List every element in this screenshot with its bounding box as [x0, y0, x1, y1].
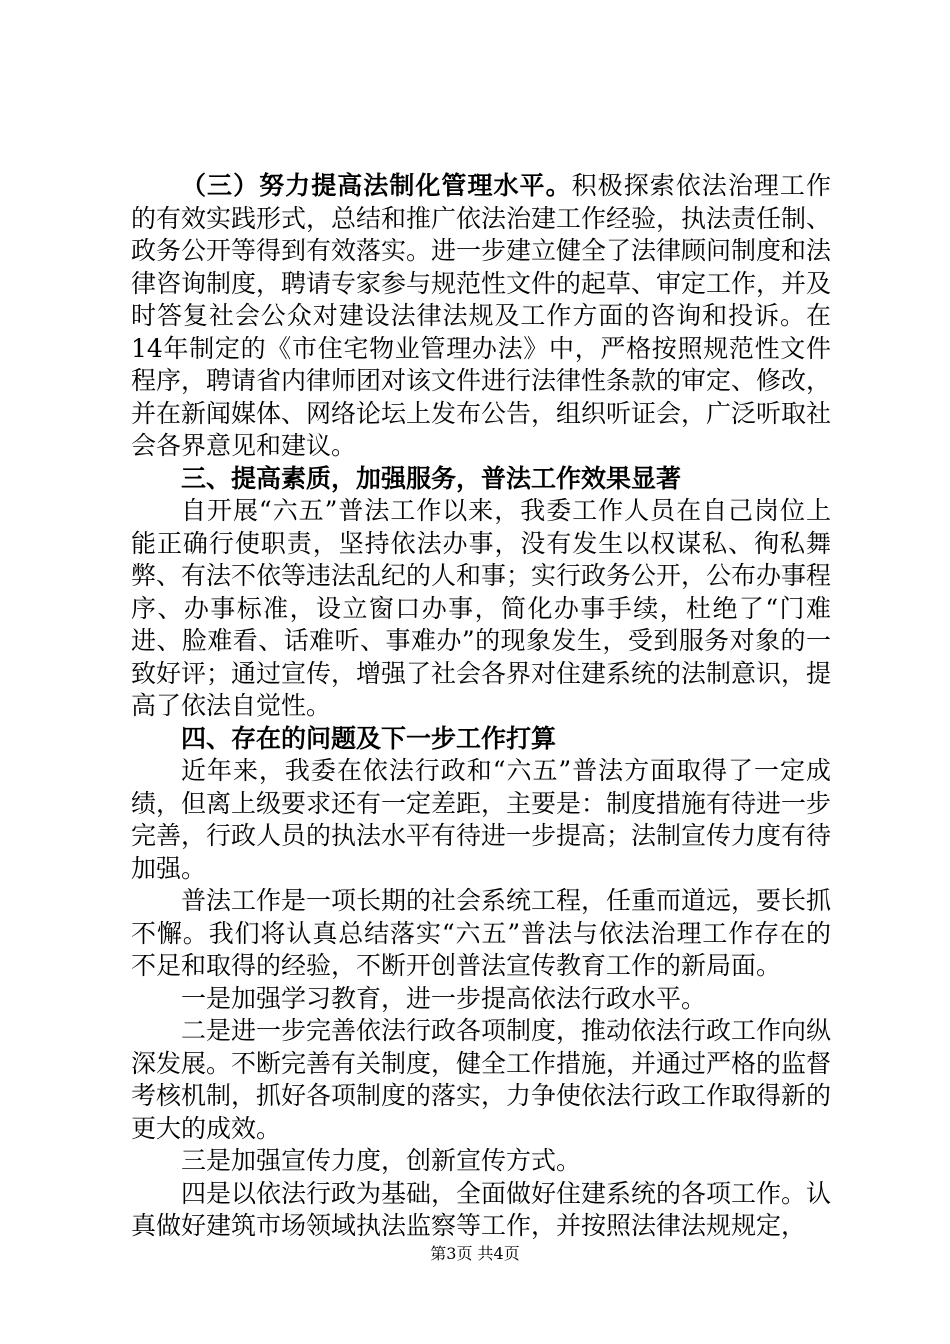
section3-lead: （三）努力提高法制化管理水平。 [181, 171, 572, 200]
list-item-3: 三是加强宣传力度，创新宣传方式。 [181, 1146, 582, 1175]
page-number-label: 第3页 共4页 [430, 1244, 520, 1263]
section3-paragraph [131, 170, 831, 463]
list-item-4: 四是以依法行政为基础，全面做好住建系统的各项工作。认真做好建筑市场领域执法监察等工作，并按照法律法规规定， [131, 1178, 832, 1240]
list-item-2: 二是进一步完善依法行政各项制度，推动依法行政工作向纵深发展。不断完善有关制度，健全工作措施，并通过严格的监督考核机制，抓好各项制度的落实，力争使依法行政工作取得新的更大的成效。 [131, 1016, 832, 1143]
paragraph-heading3: 自开展“六五”普法工作以来，我委工作人员在自己岗位上能正确行使职责，坚持依法办事，没有发生以权谋私、徇私舞弊、有法不依等违法乱纪的人和事；实行政务公开，公布办事程序、办事标准，设立窗口办事，简化办事手续，杜绝了“门难进、脸难看、话难听、事难办”的现象发生，受到服务对象的一致好评；通过宣传，增强了社会各界对住建系统的法制意识，提高了依法自觉性。 [131, 496, 832, 720]
paragraph-heading4-2: 普法工作是一项长期的社会系统工程，任重而道远，要长抓不懈。我们将认真总结落实“六五”普法与依法治理工作存在的不足和取得的经验，不断开创普法宣传教育工作的新局面。 [131, 886, 832, 980]
paragraph-heading4-1: 近年来，我委在依法行政和“六五”普法方面取得了一定成绩，但离上级要求还有一定差距，主要是：制度措施有待进一步完善，行政人员的执法水平有待进一步提高；法制宣传力度有待加强。 [131, 756, 832, 883]
document-body [131, 170, 831, 1243]
heading-3: 三、提高素质，加强服务，普法工作效果显著 [181, 463, 682, 493]
section3-body: 积极探索依法治理工作的有效实践形式，总结和推广依法治建工作经验，执法责任制、政务公开等得到有效落实。进一步建立健全了法律顾问制度和法律咨询制度，聘请专家参与规范性文件的起草、审定工作，并及时答复社会公众对建设法律法规及工作方面的咨询和投诉。在14年制定的《市住宅物业管理办法》中，严格按照规范性文件程序，聘请省内律师团对该文件进行法律性条款的审定、修改，并在新闻媒体、网络论坛上发布公告，组织听证会，广泛听取社会各界意见和建议。 [131, 171, 832, 460]
page-footer [0, 1244, 950, 1264]
list-item-1: 一是加强学习教育，进一步提高依法行政水平。 [181, 983, 707, 1013]
heading-4: 四、存在的问题及下一步工作打算 [181, 723, 557, 753]
